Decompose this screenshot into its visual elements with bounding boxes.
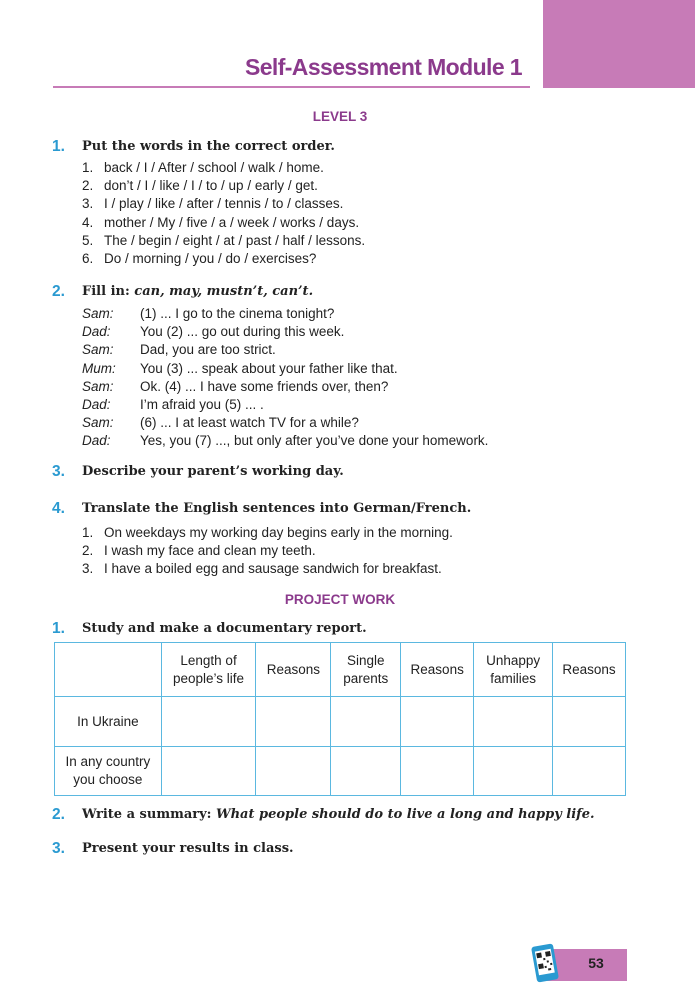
table-header-cell: Single parents <box>331 643 401 697</box>
table-header-cell: Length of people’s life <box>161 643 256 697</box>
title-divider <box>53 86 530 88</box>
list-item: 3. I have a boiled egg and sausage sandwich for breakfast. <box>82 561 442 577</box>
table-cell <box>474 747 553 796</box>
task-number: 3. <box>52 840 65 857</box>
table-header-cell <box>55 643 162 697</box>
task-number: 3. <box>52 463 65 480</box>
list-item: 2. don’t / I / like / I / to / up / early / get. <box>82 178 318 194</box>
list-item: 1. back / I / After / school / walk / home. <box>82 160 324 175</box>
report-table <box>54 642 626 796</box>
row-label: In any country you choose <box>55 747 162 796</box>
table-cell <box>401 697 474 747</box>
table-row <box>55 747 626 796</box>
task-title: Put the words in the correct order. <box>82 139 335 154</box>
task-title: Describe your parent’s working day. <box>82 464 344 479</box>
table-cell <box>331 747 401 796</box>
table-cell <box>256 697 331 747</box>
list-item: 1. On weekdays my working day begins early in the morning. <box>82 525 453 540</box>
task-number: 4. <box>52 500 65 517</box>
table-cell <box>256 747 331 796</box>
table-cell <box>161 747 256 796</box>
dialogue-line: Mum: You (3) ... speak about your father like that. <box>82 360 398 376</box>
task-2-dialogue <box>82 305 488 451</box>
dialogue-line: Sam: (1) ... I go to the cinema tonight? <box>82 306 335 321</box>
table-header-cell: Reasons <box>256 643 331 697</box>
qr-phone-icon <box>530 943 560 983</box>
list-item: 5. The / begin / eight / at / past / half / lessons. <box>82 232 366 248</box>
task-title: Present your results in class. <box>82 841 294 856</box>
project-heading: PROJECT WORK <box>284 592 396 607</box>
table-header-cell: Unhappy families <box>474 643 553 697</box>
table-cell <box>474 697 553 747</box>
task-title: Translate the English sentences into German/French. <box>82 501 472 516</box>
row-label: In Ukraine <box>55 697 162 747</box>
page-number: 53 <box>588 955 604 971</box>
dialogue-line: Sam: Dad, you are too strict. <box>82 342 276 358</box>
list-item: 4. mother / My / five / a / week / works / days. <box>82 214 360 230</box>
table-cell <box>161 697 256 747</box>
task-number: 1. <box>52 620 65 637</box>
task-number: 2. <box>52 283 65 300</box>
list-item: 2. I wash my face and clean my teeth. <box>82 543 316 559</box>
task-1-list <box>82 159 365 268</box>
table-cell <box>401 747 474 796</box>
table-cell <box>553 747 626 796</box>
dialogue-line: Dad: I’m afraid you (5) ... . <box>82 396 264 412</box>
table-cell <box>331 697 401 747</box>
task-number: 1. <box>52 138 65 155</box>
table-header-row <box>55 643 626 697</box>
task-title: Fill in: can, may, mustn’t, can’t. <box>82 284 314 299</box>
task-4-list <box>82 524 453 579</box>
dialogue-line: Sam: (6) ... I at least watch TV for a while? <box>82 415 359 431</box>
table-cell <box>553 697 626 747</box>
table-header-cell: Reasons <box>553 643 626 697</box>
table-row <box>55 697 626 747</box>
list-item: 3. I / play / like / after / tennis / to / classes. <box>82 196 344 212</box>
task-number: 2. <box>52 806 65 823</box>
task-title: Write a summary: What people should do to live a long and happy life. <box>82 807 595 822</box>
dialogue-line: Dad: You (2) ... go out during this week. <box>82 324 345 340</box>
level-heading: LEVEL 3 <box>312 109 368 124</box>
task-title: Study and make a documentary report. <box>82 621 367 636</box>
list-item: 6. Do / morning / you / do / exercises? <box>82 250 317 266</box>
dialogue-line: Sam: Ok. (4) ... I have some friends over, then? <box>82 378 389 394</box>
corner-decoration <box>543 0 695 88</box>
dialogue-line: Dad: Yes, you (7) ..., but only after you’ve done your homework. <box>82 433 489 449</box>
table-header-cell: Reasons <box>401 643 474 697</box>
page-title: Self-Assessment Module 1 <box>244 54 522 80</box>
